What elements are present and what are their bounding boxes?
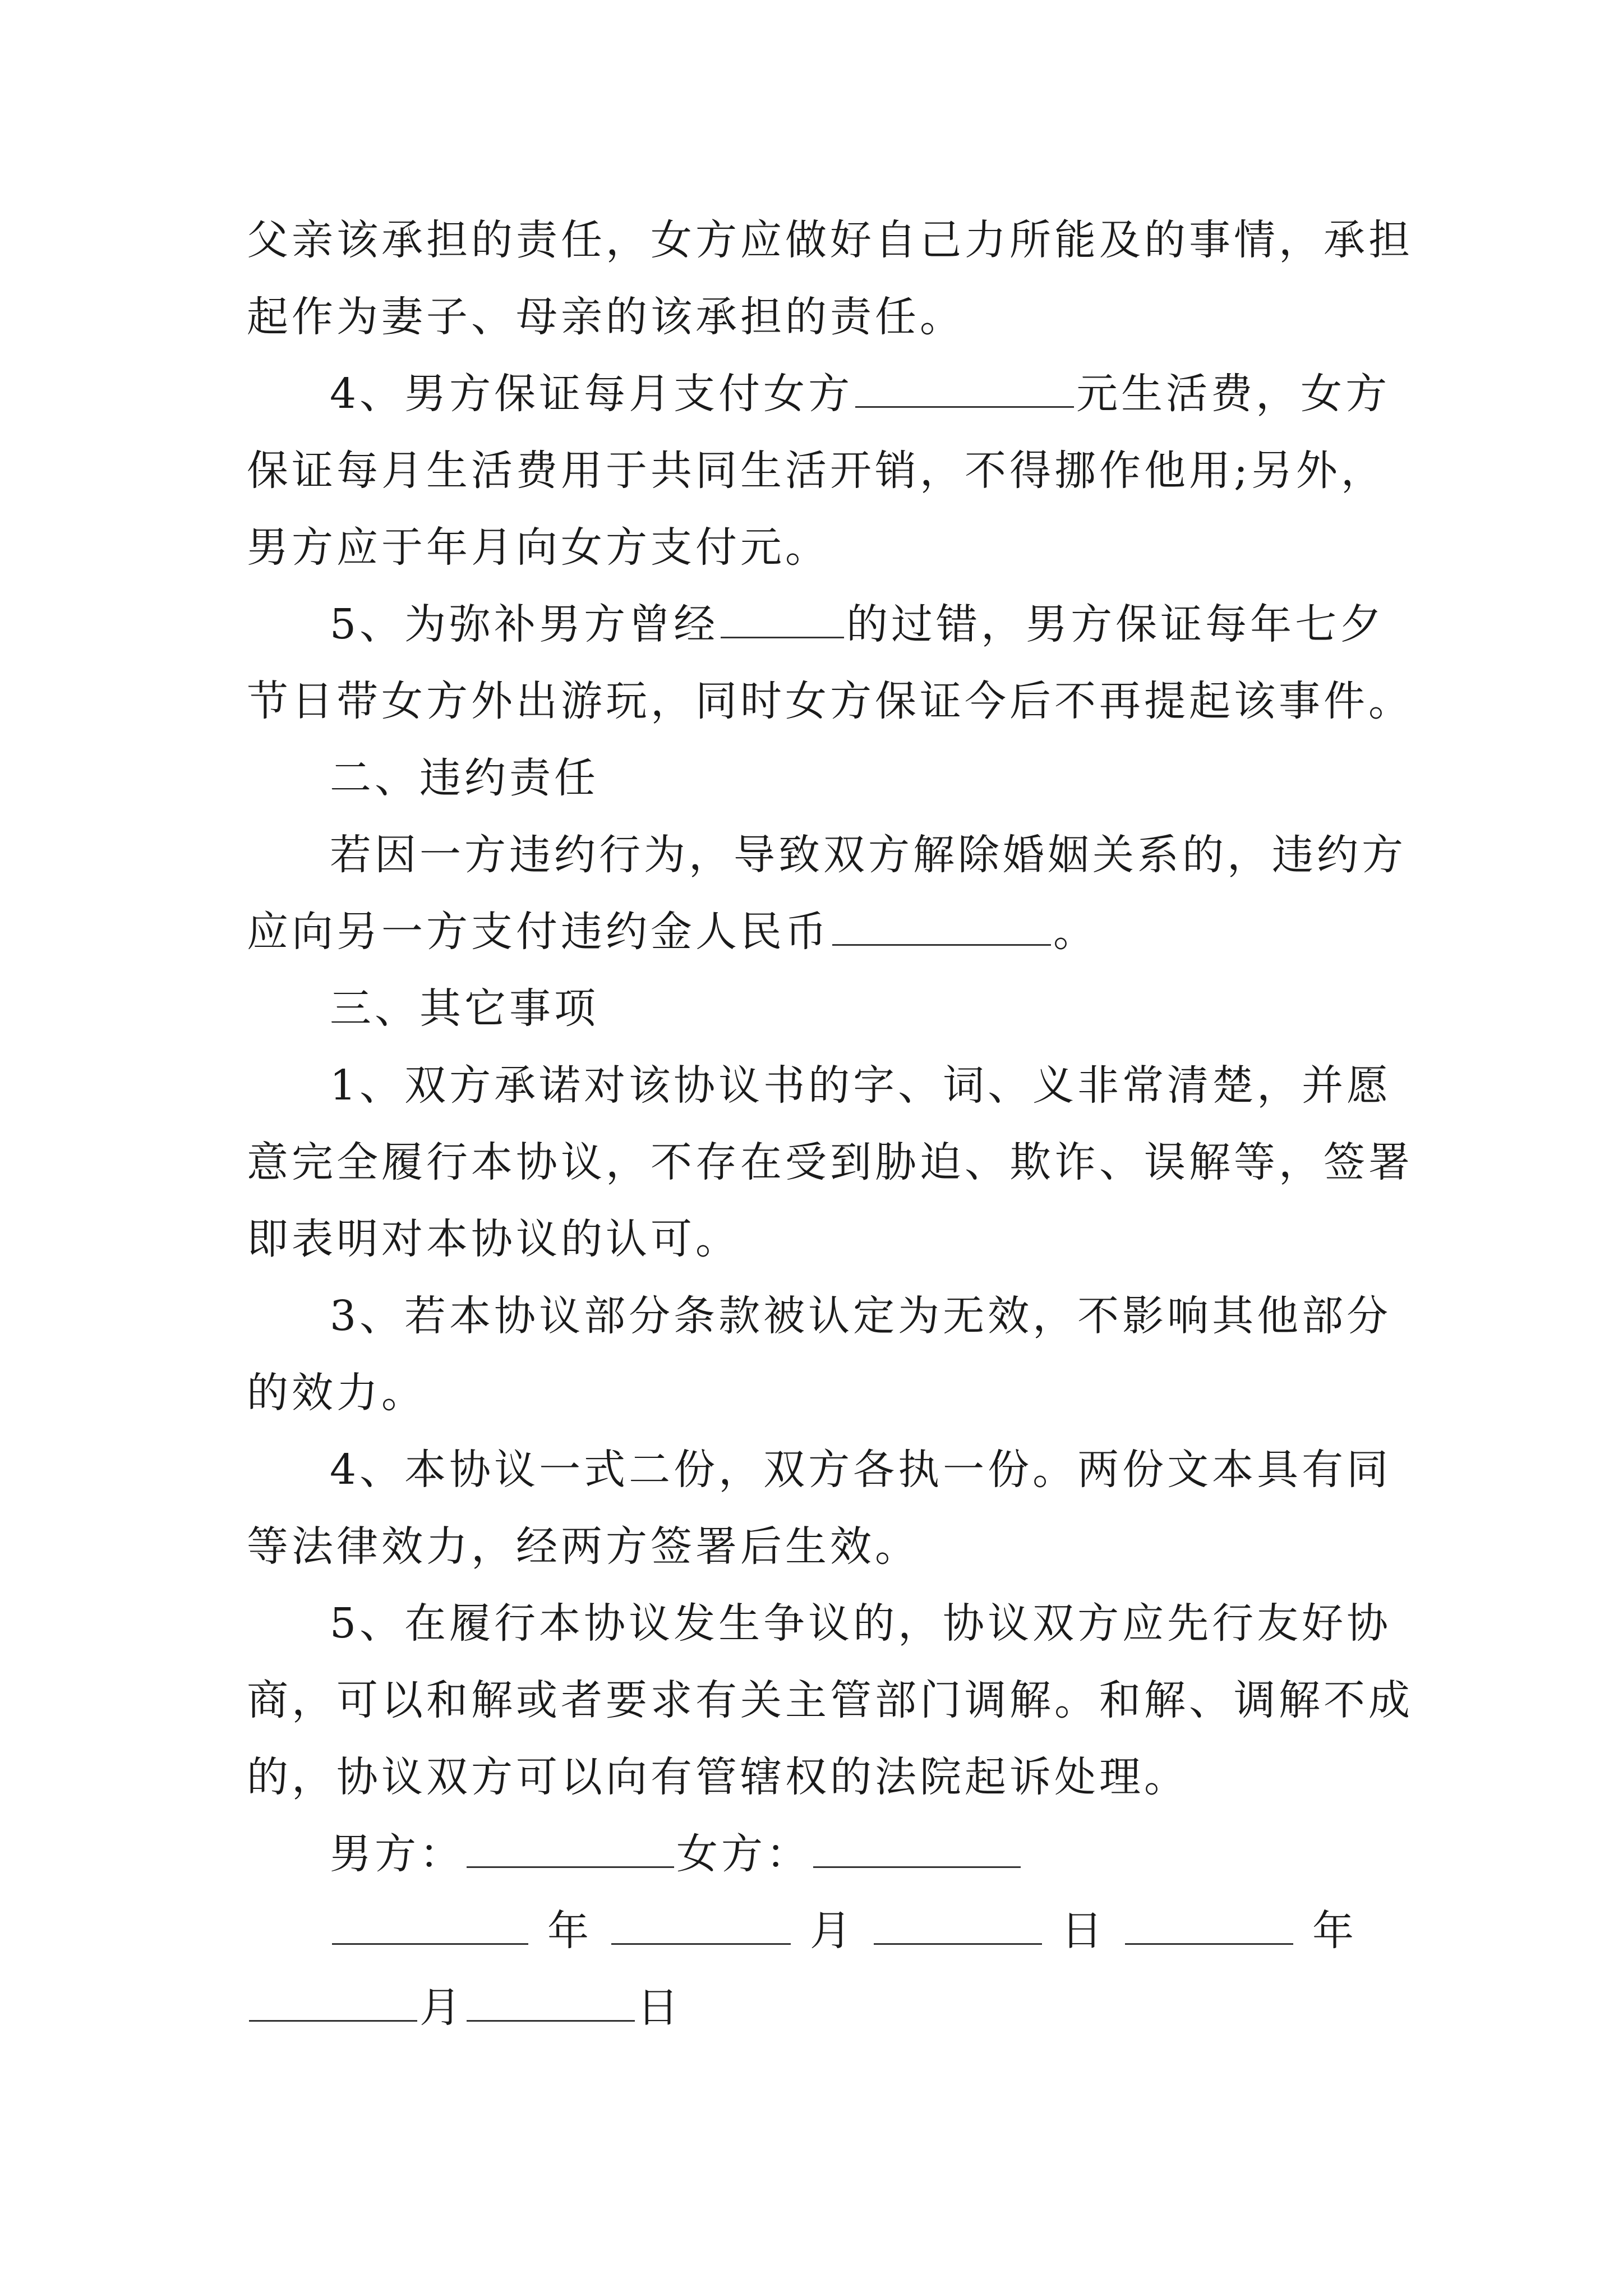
text-line: 5、在履行本协议发生争议的，协议双方应先行友好协 [330, 1599, 1392, 1648]
text-line: 商，可以和解或者要求有关主管部门调解。和解、调解不成 [247, 1676, 1413, 1724]
text-line: 4、本协议一式二份，双方各执一份。两份文本具有同 [330, 1446, 1392, 1494]
male-party-label: 男方： [330, 1830, 464, 1878]
item-1 [247, 1047, 1413, 1278]
text-line [247, 894, 1391, 970]
section-other-matters [247, 970, 1391, 1047]
day-label: 日 [1061, 1907, 1106, 1955]
day-label: 日 [637, 1984, 682, 2032]
date-blank [332, 1910, 528, 1945]
year-label: 年 [547, 1907, 592, 1955]
section-title: 二、违约责任 [330, 754, 599, 802]
text-line [247, 1893, 1391, 1970]
date-blank [467, 1986, 635, 2022]
text-segment: 应向另一方支付违约金人民币 [247, 908, 830, 956]
text-line: 保证每月生活费用于共同生活开销，不得挪作他用;另外， [247, 447, 1386, 495]
text-segment: 的过错，男方保证每年七夕 [846, 600, 1385, 648]
text-line [247, 356, 1391, 432]
section-breach-liability [247, 740, 1407, 970]
signature-line [247, 1816, 1391, 1893]
document-body [247, 202, 1413, 2046]
paragraph-continuation [247, 202, 1413, 356]
fill-blank-mistake [721, 603, 844, 638]
female-party-label: 女方： [676, 1830, 811, 1878]
item-4 [247, 1432, 1391, 1585]
section-title: 三、其它事项 [330, 984, 599, 1033]
year-label: 年 [1312, 1907, 1357, 1955]
clause-5 [247, 586, 1413, 740]
fill-blank-living-expense [855, 372, 1074, 408]
text-line: 1、双方承诺对该协议书的字、词、义非常清楚，并愿 [330, 1061, 1392, 1110]
clause-4 [247, 356, 1391, 586]
item-3 [247, 1278, 1391, 1432]
text-line: 意完全履行本协议，不存在受到胁迫、欺诈、误解等，签署 [247, 1138, 1413, 1186]
female-signature-blank [813, 1833, 1021, 1868]
text-line: 等法律效力，经两方签署后生效。 [247, 1522, 920, 1571]
date-blank [611, 1910, 791, 1945]
text-segment: 5、为弥补男方曾经 [330, 600, 719, 648]
text-segment: 元生活费，女方 [1076, 370, 1391, 418]
text-segment: 4、男方保证每月支付女方 [330, 370, 854, 418]
item-5 [247, 1585, 1413, 1816]
text-line: 节日带女方外出游玩，同时女方保证今后不再提起该事件。 [247, 677, 1413, 725]
fill-blank-penalty-amount [832, 910, 1051, 946]
text-line [247, 1816, 1391, 1893]
month-label: 月 [419, 1984, 464, 2032]
male-signature-blank [467, 1833, 674, 1868]
month-label: 月 [810, 1907, 855, 1955]
text-line: 起作为妻子、母亲的该承担的责任。 [247, 293, 965, 341]
date-blank [874, 1910, 1042, 1945]
text-line: 父亲该承担的责任，女方应做好自己力所能及的事情，承担 [247, 216, 1413, 264]
text-line: 的，协议双方可以向有管辖权的法院起诉处理。 [247, 1753, 1189, 1801]
text-line [247, 1970, 1391, 2046]
text-line: 的效力。 [247, 1369, 426, 1417]
text-line: 男方应于年月向女方支付元。 [247, 523, 830, 572]
text-line: 3、若本协议部分条款被认定为无效，不影响其他部分 [330, 1292, 1392, 1340]
text-line [247, 586, 1391, 663]
date-blank [1125, 1910, 1293, 1945]
date-line [247, 1893, 1391, 2046]
text-line: 即表明对本协议的认可。 [247, 1215, 740, 1263]
text-line: 若因一方违约行为，导致双方解除婚姻关系的，违约方 [330, 831, 1407, 879]
text-segment: 。 [1053, 908, 1098, 956]
date-blank [249, 1986, 417, 2022]
